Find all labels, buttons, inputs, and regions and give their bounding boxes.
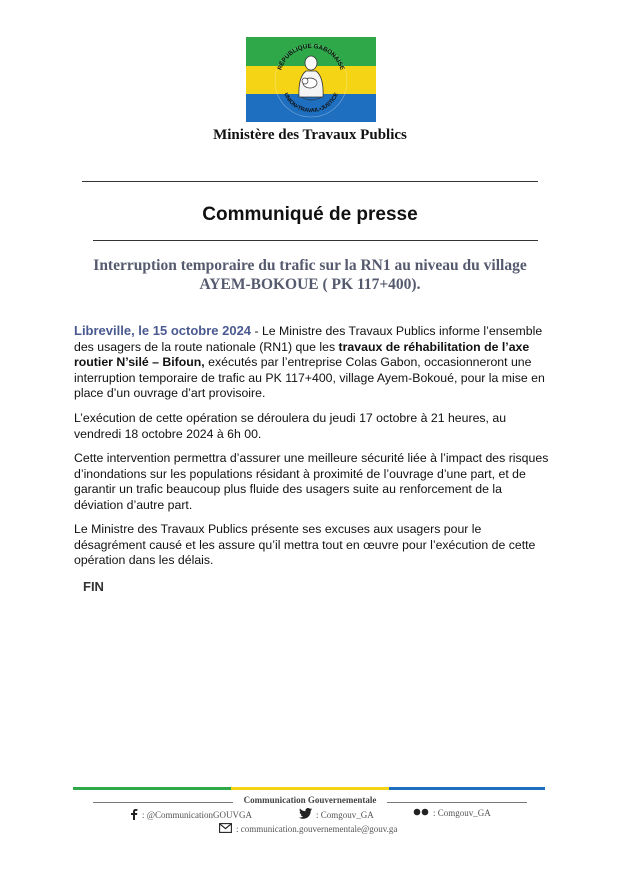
footer-title: Communication Gouvernementale bbox=[243, 795, 377, 805]
mail-icon bbox=[219, 823, 232, 835]
paragraph-1-text-a: - Le Ministre des Travaux Publics informe l’ensemble des usagers de la route nationale (RN1) que les bbox=[74, 324, 543, 354]
facebook-icon bbox=[130, 808, 138, 822]
footer-twitter[interactable] bbox=[299, 808, 374, 821]
gabon-emblem bbox=[246, 37, 376, 122]
footer-facebook[interactable] bbox=[130, 808, 252, 822]
footer-blue-bar bbox=[389, 787, 545, 790]
paragraph-3: Cette intervention permettra d’assurer une meilleure sécurité liée à l’impact des risques d’inondations sur les populations résidant à proximité de l’ouvrage d’une part, et de garantir un trafic beaucoup plus fluide des usagers suite au renforcement de la déviation d’autre part. bbox=[74, 451, 549, 512]
emblem-bottom-text: UNION•TRAVAIL•JUSTICE bbox=[282, 92, 340, 115]
paragraph-4: Le Ministre des Travaux Publics présente ses excuses aux usagers pour le désagrément causé et les assure qu’il mettra tout en œuvre pour l’exécution de cette opération dans les délais. bbox=[74, 522, 536, 567]
footer-email[interactable] bbox=[219, 823, 397, 835]
twitter-icon bbox=[299, 808, 312, 821]
footer-flickr[interactable] bbox=[413, 808, 491, 818]
top-divider bbox=[82, 181, 538, 182]
paragraph-1 bbox=[74, 323, 552, 402]
page-title: Communiqué de presse bbox=[202, 204, 418, 225]
facebook-handle: : @CommunicationGOUVGA bbox=[142, 810, 253, 820]
flickr-handle: : Comgouv_GA bbox=[433, 808, 491, 818]
title-divider bbox=[93, 240, 538, 241]
email-address: : communication.gouvernementale@gouv.ga bbox=[236, 824, 398, 834]
paragraph-1-text-b: exécutés par l’entreprise Colas Gabon, occasionneront une interruption temporaire de trafic au PK 117+400, village Ayem-Bokoué, pour la mise en place d’un ouvrage d’art provisoire. bbox=[74, 355, 545, 400]
emblem-top-text: RÉPUBLIQUE GABONAISE bbox=[276, 42, 346, 72]
paragraph-2: L’exécution de cette opération se déroulera du jeudi 17 octobre à 21 heures, au vendredi 18 octobre 2024 à 6h 00. bbox=[74, 411, 507, 441]
footer-green-bar bbox=[73, 787, 231, 790]
release-subtitle bbox=[60, 256, 560, 294]
footer-yellow-bar bbox=[231, 787, 389, 790]
seal-graphic bbox=[246, 37, 376, 122]
twitter-handle: : Comgouv_GA bbox=[316, 809, 374, 820]
end-marker: FIN bbox=[83, 579, 104, 594]
subtitle-line-2: AYEM-BOKOUE ( PK 117+400). bbox=[199, 276, 421, 293]
subtitle-line-1: Interruption temporaire du trafic sur la RN1 au niveau du village bbox=[93, 257, 527, 274]
paragraph-1-bold: travaux de réhabilitation de l’axe routier N’silé – Bifoun, bbox=[74, 339, 530, 369]
dateline: Libreville, le 15 octobre 2024 bbox=[74, 323, 252, 338]
flickr-icon bbox=[413, 808, 429, 818]
ministry-name: Ministère des Travaux Publics bbox=[213, 127, 407, 143]
